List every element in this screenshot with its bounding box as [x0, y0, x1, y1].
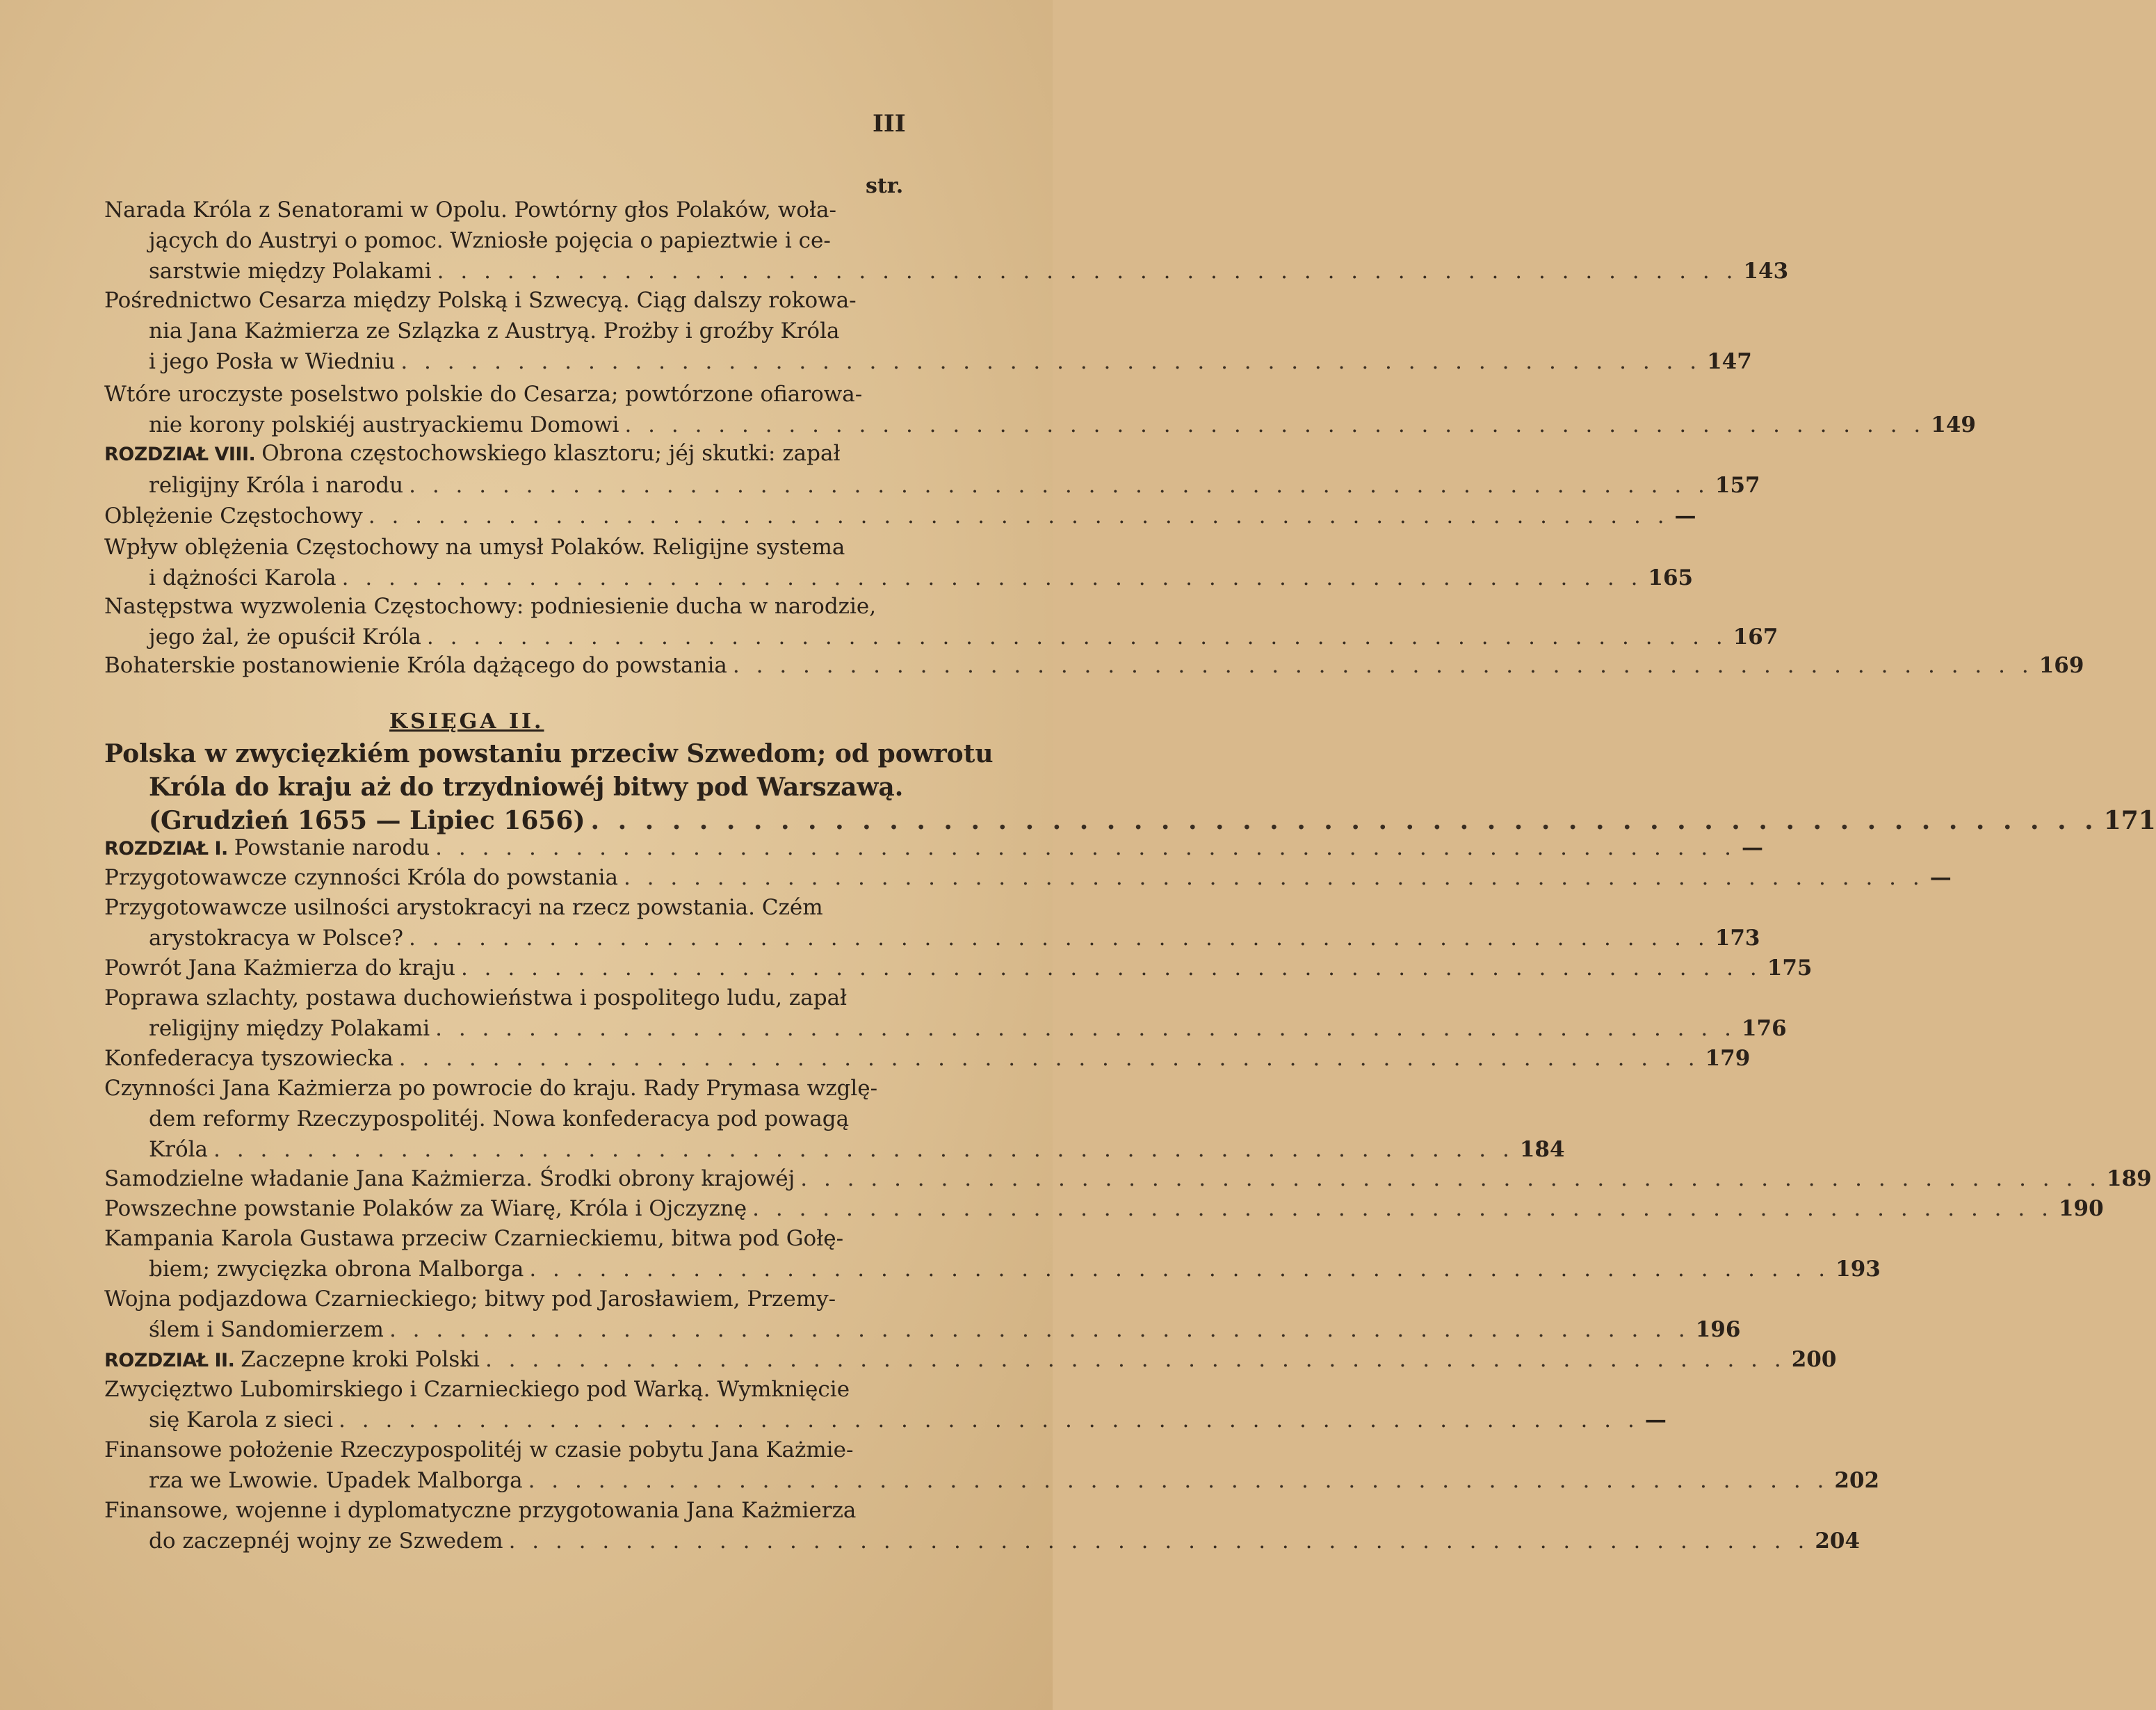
toc-entry — [104, 438, 1760, 501]
leader-dots: . . . . . . . . . . . . . . . . . . . . . . . . . . . . . . . . . . . . . . . . . . . . . . . . . . . . . . . . — [437, 259, 1738, 284]
entry-title: biem; zwycięzka obrona Malborga — [149, 1257, 524, 1282]
toc-entry — [104, 1193, 2104, 1224]
chapter-label: ROZDZIAŁ II. — [104, 1350, 241, 1371]
leader-dots: . . . . . . . . . . . . . . . . . . . . . . . . . . . . . . . . . . . . . . . . . . . . . . . . . . . . . . . . — [408, 926, 1710, 951]
entry-last-line — [104, 501, 1696, 531]
chapter-label: ROZDZIAŁ I. — [104, 838, 234, 860]
page-ref: 169 — [2039, 653, 2084, 678]
leader-dots: . . . . . . . . . . . . . . . . . . . . . . . . . . . . . . . . . . . . . . . . . . . . . . . . . . . . . . . . — [435, 1016, 1736, 1041]
entry-title: i jego Posła w Wiedniu — [149, 349, 396, 374]
toc-entry — [104, 1073, 1565, 1165]
leader-dots: . . . . . . . . . . . . . . . . . . . . . . . . . . . . . . . . . . . . . . . . . . . . . . . . . . . . . . . . — [409, 473, 1710, 498]
entry-title: nie korony polskiéj austryackiemu Domowi — [149, 412, 619, 437]
entry-title: Przygotowawcze czynności Króla do powstania — [104, 865, 618, 890]
entry-line: ROZDZIAŁ VIII. Obrona częstochowskiego klasztoru; jéj skutki: zapał — [104, 441, 841, 466]
entry-title: Powszechne powstanie Polaków za Wiarę, Króla i Ojczyznę — [104, 1196, 747, 1221]
page-number: III — [873, 110, 906, 138]
entry-line: Czynności Jana Każmierza po powrocie do kraju. Rady Prymasa wzglę- — [104, 1076, 878, 1101]
toc-entry — [104, 1163, 2152, 1194]
entry-last-line — [104, 1043, 1751, 1074]
page-ref: 179 — [1705, 1046, 1751, 1071]
entry-last-line — [104, 1134, 1565, 1165]
toc-entry — [104, 1344, 1837, 1376]
entry-last-line — [104, 346, 1752, 377]
entry-last-line — [104, 650, 2084, 681]
page-ref: 173 — [1715, 926, 1760, 951]
toc-entry — [104, 285, 1752, 377]
leader-dots: . . . . . . . . . . . . . . . . . . . . . . . . . . . . . . . . . . . . . . . . . . . . . . . . . . . . . . . . — [800, 1166, 2102, 1191]
leader-dots: . . . . . . . . . . . . . . . . . . . . . . . . . . . . . . . . . . . . . . . . . . . . . . . . . . . . . . . . — [460, 955, 1762, 981]
entry-last-line — [104, 832, 1763, 864]
toc-entry — [104, 591, 1778, 652]
entry-last-line — [104, 862, 1952, 893]
entry-title: i dążności Karola — [149, 565, 337, 590]
page-ref: 143 — [1743, 259, 1789, 284]
page-ref: 193 — [1835, 1257, 1881, 1282]
entry-last-line — [104, 1254, 1881, 1284]
entry-last-line — [104, 1013, 1787, 1044]
entry-last-line — [104, 1465, 1880, 1496]
toc-entry — [104, 532, 1694, 593]
page-ref: 147 — [1707, 349, 1752, 374]
toc-entry — [104, 832, 1763, 864]
entry-last-line — [104, 1163, 2152, 1194]
chapter-label: ROZDZIAŁ VIII. — [104, 444, 262, 465]
leader-dots: . . . . . . . . . . . . . . . . . . . . . . . . . . . . . . . . . . . . . . . . . . . . . . . . . . . . . . . . — [623, 865, 1924, 890]
page-ref: 196 — [1695, 1317, 1741, 1342]
toc-entry — [104, 737, 2156, 837]
entry-last-line — [104, 953, 1813, 983]
entry-title: Bohaterskie postanowienie Króla dążącego do powstania — [104, 653, 727, 678]
entry-line: Polska w zwycięzkiém powstaniu przeciw Szwedom; od powrotu — [104, 739, 994, 768]
entry-line: dem reformy Rzeczypospolitéj. Nowa konfederacya pod powagą — [149, 1106, 850, 1131]
entry-last-line — [104, 410, 1976, 440]
entry-title: arystokracya w Polsce? — [149, 926, 403, 951]
book-heading: KSIĘGA II. — [389, 709, 544, 734]
page-ref: 200 — [1791, 1347, 1837, 1372]
toc-entry — [104, 1435, 1880, 1496]
toc-entry — [104, 1223, 1881, 1284]
leader-dots: . . . . . . . . . . . . . . . . . . . . . . . . . . . . . . . . . . . . . . . . . . . . . . . . . . . . . . . . — [213, 1137, 1514, 1162]
entry-line: Finansowe położenie Rzeczypospolitéj w czasie pobytu Jana Każmie- — [104, 1437, 854, 1462]
entry-line: nia Jana Każmierza ze Szlązka z Austryą. Prożby i groźby Króla — [149, 318, 840, 344]
page-column-header: str. — [866, 174, 904, 198]
toc-entry — [104, 1284, 1741, 1345]
entry-line: Przygotowawcze usilności arystokracyi na rzecz powstania. Czém — [104, 895, 823, 920]
entry-line: jących do Austryi o pomoc. Wzniosłe pojęcia o papieztwie i ce- — [149, 228, 831, 253]
toc-entry — [104, 1374, 1667, 1435]
entry-last-line — [104, 1405, 1667, 1435]
page-ref: 189 — [2107, 1166, 2152, 1191]
entry-line: Kampania Karola Gustawa przeciw Czarnieckiemu, bitwa pod Gołę- — [104, 1226, 844, 1251]
toc-entry — [104, 195, 1789, 287]
entry-line: Pośrednictwo Cesarza między Polską i Szwecyą. Ciąg dalszy rokowa- — [104, 288, 857, 313]
toc-entry — [104, 650, 2084, 681]
page-ref: — — [1929, 865, 1952, 890]
entry-line: Wpływ oblężenia Częstochowy na umysł Polaków. Religijne systema — [104, 535, 845, 560]
page-ref: — — [1644, 1407, 1667, 1433]
toc-entry — [104, 1495, 1861, 1556]
page-ref: 175 — [1767, 955, 1813, 981]
leader-dots: . . . . . . . . . . . . . . . . . . . . . . . . . . . . . . . . . . . . . . . . . . . . . . . . . . . . . . . . — [426, 624, 1728, 650]
entry-line: Narada Króla z Senatorami w Opolu. Powtórny głos Polaków, woła- — [104, 197, 836, 223]
entry-title: religijny Króla i narodu — [149, 473, 404, 498]
leader-dots: . . . . . . . . . . . . . . . . . . . . . . . . . . . . . . . . . . . . . . . . . . . . . . . . . . . . . . . . — [368, 503, 1669, 529]
toc-entry — [104, 379, 1976, 440]
entry-line: Zwycięztwo Lubomirskiego i Czarnieckiego pod Warką. Wymknięcie — [104, 1377, 850, 1402]
entry-title: ślem i Sandomierzem — [149, 1317, 384, 1342]
entry-last-line — [104, 1314, 1741, 1345]
leader-dots: . . . . . . . . . . . . . . . . . . . . . . . . . . . . . . . . . . . . . . . . . . . . . . . . . . . . . . . . — [389, 1317, 1690, 1342]
entry-title: się Karola z sieci — [149, 1407, 334, 1433]
entry-line: Wtóre uroczyste poselstwo polskie do Cesarza; powtórzone ofiarowa- — [104, 382, 863, 407]
toc-entry — [104, 983, 1787, 1044]
page-ref: 176 — [1741, 1016, 1787, 1041]
entry-title: rza we Lwowie. Upadek Malborga — [149, 1468, 523, 1493]
leader-dots: . . . . . . . . . . . . . . . . . . . . . . . . . . . . . . . . . . . . . . . . . . . . . . . . . . . . . . . . — [508, 1528, 1810, 1554]
entry-last-line — [104, 256, 1789, 287]
entry-title: sarstwie między Polakami — [149, 259, 432, 284]
leader-dots: . . . . . . . . . . . . . . . . . . . . . . . . . . . . . . . . . . . . . . . . . . . . . . . . . . . . . . . . — [341, 565, 1643, 590]
leader-dots: . . . . . . . . . . . . . . . . . . . . . . . . . . . . . . . . . . . . . . . . . . . . . . . . . . . . . . . . — [732, 653, 2034, 678]
leader-dots: . . . . . . . . . . . . . . . . . . . . . . . . . . . . . . . . . . . . . . . . . . . . . . . . . . . . . . . . — [752, 1196, 2053, 1221]
page-ref: — — [1741, 835, 1763, 860]
entry-title: do zaczepnéj wojny ze Szwedem — [149, 1528, 503, 1554]
entry-last-line — [104, 563, 1694, 593]
leader-dots: . . . . . . . . . . . . . . . . . . . . . . . . . . . . . . . . . . . . . . . . . . . . . . . . . . . . . . . . — [398, 1046, 1700, 1071]
page-ref: 167 — [1733, 624, 1778, 650]
page-ref: — — [1674, 503, 1696, 529]
page-ref: 149 — [1931, 412, 1976, 437]
entry-line: Króla do kraju aż do trzydniowéj bitwy pod Warszawą. — [149, 773, 904, 802]
entry-title: ROZDZIAŁ I. Powstanie narodu — [104, 835, 430, 860]
page-ref: 190 — [2058, 1196, 2104, 1221]
leader-dots: . . . . . . . . . . . . . . . . . . . . . . . . . . . . . . . . . . . . . . . . . . . . . . . . . . . . . . . . — [400, 349, 1702, 374]
page-ref: 157 — [1715, 473, 1760, 498]
entry-title: religijny między Polakami — [149, 1016, 430, 1041]
entry-title: Samodzielne władanie Jana Każmierza. Środki obrony krajowéj — [104, 1166, 795, 1191]
page-ref: 165 — [1648, 565, 1694, 590]
page-ref: 204 — [1815, 1528, 1861, 1554]
entry-title: (Grudzień 1655 — Lipiec 1656) — [149, 806, 585, 835]
leader-dots: . . . . . . . . . . . . . . . . . . . . . . . . . . . . . . . . . . . . . . . . . . . . . . . . . . . . . . . . — [485, 1347, 1786, 1372]
entry-title: Powrót Jana Każmierza do kraju — [104, 955, 455, 981]
leader-dots: . . . . . . . . . . . . . . . . . . . . . . . . . . . . . . . . . . . . . . . . . . . . . . . . . . . . . . . . — [528, 1468, 1829, 1493]
entry-last-line — [104, 622, 1778, 652]
entry-last-line — [104, 1526, 1861, 1556]
toc-entry — [104, 1043, 1751, 1074]
entry-title: Króla — [149, 1137, 209, 1162]
leader-dots: . . . . . . . . . . . . . . . . . . . . . . . . . . . . . . . . . . . . . . . . . . . . . . . . . . . . . . . . — [529, 1257, 1831, 1282]
entry-title: ROZDZIAŁ II. Zaczepne kroki Polski — [104, 1347, 480, 1372]
entry-last-line — [104, 1193, 2104, 1224]
entry-title: jego żal, że opuścił Króla — [149, 624, 421, 650]
entry-last-line — [104, 923, 1760, 953]
toc-entry — [104, 862, 1952, 893]
page-ref: 202 — [1834, 1468, 1880, 1493]
entry-title: Konfederacya tyszowiecka — [104, 1046, 394, 1071]
leader-dots: . . . . . . . . . . . . . . . . . . . . . . . . . . . . . . . . . . . . . . . . . . . . . . . . . . . . . . . . — [339, 1407, 1639, 1433]
entry-title: Oblężenie Częstochowy — [104, 503, 363, 529]
entry-last-line — [104, 1344, 1837, 1376]
leader-dots: . . . . . . . . . . . . . . . . . . . . . . . . . . . . . . . . . . . . . . . . . . . . . . . . . . . . . . . . — [435, 835, 1736, 860]
entry-line: Wojna podjazdowa Czarnieckiego; bitwy pod Jarosławiem, Przemy- — [104, 1286, 836, 1312]
page-ref: 171 — [2103, 806, 2156, 835]
leader-dots: . . . . . . . . . . . . . . . . . . . . . . . . . . . . . . . . . . . . . . . . . . . . . . . . . . . . . . . . — [590, 806, 2098, 835]
entry-line: Poprawa szlachty, postawa duchowieństwa i pospolitego ludu, zapał — [104, 985, 848, 1010]
toc-entry — [104, 892, 1760, 953]
entry-line: Finansowe, wojenne i dyplomatyczne przygotowania Jana Każmierza — [104, 1498, 857, 1523]
entry-last-line — [104, 470, 1760, 501]
toc-entry — [104, 501, 1696, 531]
page-ref: 184 — [1519, 1137, 1565, 1162]
entry-line: Następstwa wyzwolenia Częstochowy: podniesienie ducha w narodzie, — [104, 594, 877, 619]
toc-entry — [104, 953, 1813, 983]
leader-dots: . . . . . . . . . . . . . . . . . . . . . . . . . . . . . . . . . . . . . . . . . . . . . . . . . . . . . . . . — [624, 412, 1926, 437]
